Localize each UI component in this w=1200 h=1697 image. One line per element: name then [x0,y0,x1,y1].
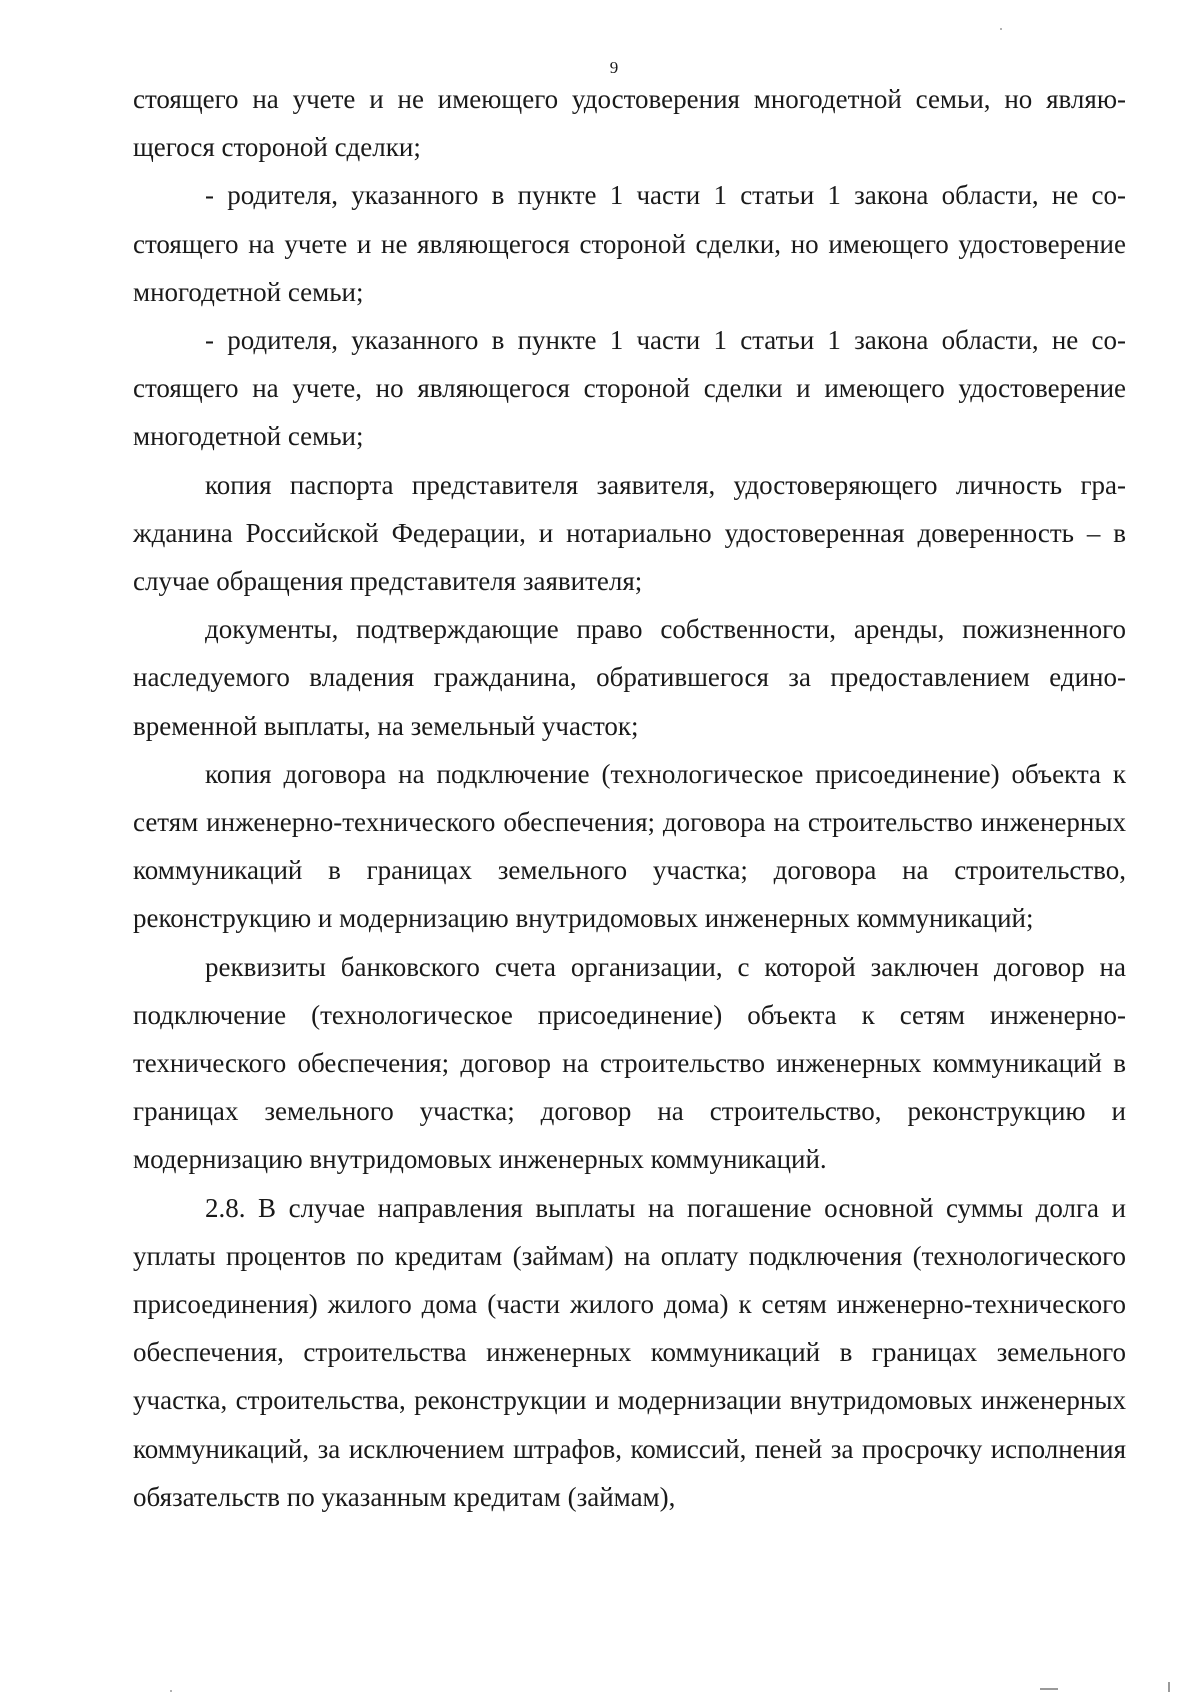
paragraph-4: копия паспорта представителя заявителя, удостоверяющего личность гражданина Российской Федерации, и нотариально удостоверенная доверенность – в случае обращения представителя заявителя; [133,469,1126,597]
scan-speck [1168,1682,1170,1692]
scan-speck [170,1690,172,1692]
paragraph-8: 2.8. В случае направления выплаты на погашение основной суммы долга и уплаты процентов по кредитам (займам) на оплату подключения (технологического присоединения) жилого дома (части жилого дома) к сетям инженерно-технического обеспечения, строительства инженерных коммуникаций в границах земельного участка, строительства, реконструкции и модернизации внутридомовых инженерных коммуникаций, за исключением штрафов, комиссий, пеней за просрочку исполнения обязательств по указанным кредитам (займам), [133,1192,1126,1512]
paragraph-6: копия договора на подключение (технологическое присоединение) объекта к сетям инженерно-технического обеспечения; договора на строительство инженерных коммуникаций в границах земельного участка; договора на строительство, реконструкцию и модернизацию внутридомовых инженерных коммуникаций; [133,758,1126,934]
document-body [133,75,1126,1521]
paragraph-3: - родителя, указанного в пункте 1 части 1 статьи 1 закона области, не состоящего на учете, но являющегося стороной сделки и имеющего удостоверение многодетной семьи; [133,325,1126,452]
paragraph-1: стоящего на учете и не имеющего удостоверения многодетной семьи, но являющегося стороной сделки; [133,84,1126,163]
paragraph-2: - родителя, указанного в пункте 1 части 1 статьи 1 закона области, не состоящего на учете и не являющегося стороной сделки, но имеющего удостоверение многодетной семьи; [133,180,1126,307]
paragraph-7: реквизиты банковского счета организации, с которой заключен договор на подключение (технологическое присоединение) объекта к сетям инженерно-технического обеспечения; договор на строительство инженерных коммуникаций в границах земельного участка; договор на строительство, реконструкцию и модернизацию внутридомовых инженерных коммуникаций. [133,951,1126,1175]
page-number: 9 [609,58,619,77]
scan-speck [1040,1688,1058,1690]
scan-speck [1000,28,1002,30]
paragraph-5: документы, подтверждающие право собственности, аренды, пожизненного наследуемого владения гражданина, обратившегося за предоставлением единовременной выплаты, на земельный участок; [133,614,1126,741]
